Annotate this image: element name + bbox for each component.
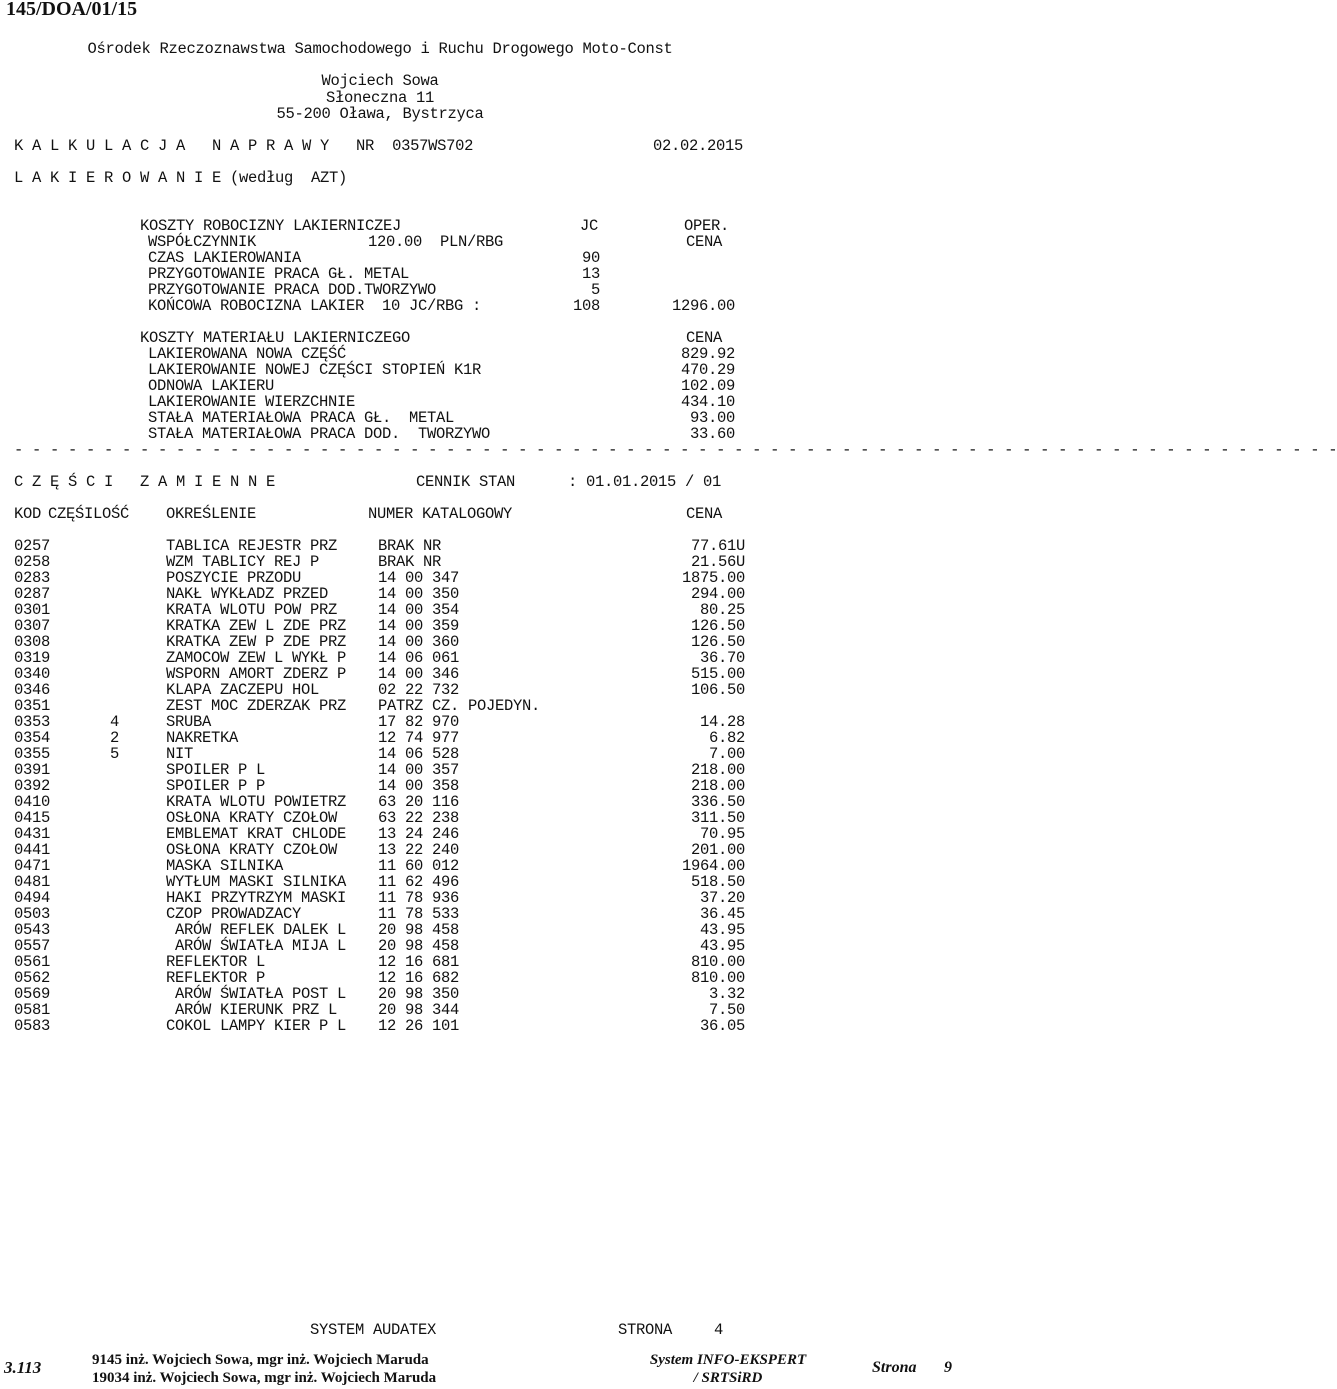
part-description: KRATKA ZEW P ZDE PRZ [166, 633, 347, 651]
footer-authors-line1: 9145 inż. Wojciech Sowa, mgr inż. Wojciech Maruda [92, 1352, 429, 1368]
part-catalog-number: 20 98 458 [378, 937, 460, 955]
part-description: NIT [166, 745, 194, 763]
part-catalog-number: 12 16 681 [378, 953, 460, 971]
part-quantity: 2 [110, 729, 120, 747]
part-code: 0431 [14, 825, 51, 843]
part-description: WZM TABLICY REJ P [166, 553, 320, 571]
col-kod: KOD [14, 505, 42, 523]
labor-row-jc: 90 [581, 249, 600, 267]
part-catalog-number: 14 00 359 [378, 617, 460, 635]
part-description: ARÓW REFLEK DALEK L [166, 921, 347, 939]
material-row-cena: 470.29 [680, 361, 735, 379]
footer-page-label: Strona [872, 1359, 917, 1376]
part-code: 0415 [14, 809, 51, 827]
part-code: 0351 [14, 697, 51, 715]
part-catalog-number: 14 00 358 [378, 777, 460, 795]
part-price: 36.45 [699, 905, 745, 923]
part-catalog-number: 14 00 354 [378, 601, 460, 619]
labor-row-label: CZAS LAKIEROWANIA [148, 249, 302, 267]
part-price: 515.00 [690, 665, 745, 683]
part-price: 77.61U [690, 537, 745, 555]
part-code: 0319 [14, 649, 51, 667]
part-code: 0287 [14, 585, 51, 603]
part-catalog-number: 11 62 496 [378, 873, 460, 891]
part-code: 0308 [14, 633, 51, 651]
part-code: 0503 [14, 905, 51, 923]
col-ilosc: CZĘŚILOŚĆ [48, 505, 130, 523]
material-header: KOSZTY MATERIAŁU LAKIERNICZEGO [140, 329, 411, 347]
part-price: 7.00 [708, 745, 745, 763]
part-price: 36.70 [699, 649, 745, 667]
part-catalog-number: PATRZ CZ. POJEDYN. [378, 697, 541, 715]
owner-name: Wojciech Sowa [321, 72, 439, 90]
part-catalog-number: 14 06 528 [378, 745, 460, 763]
part-quantity: 5 [110, 745, 120, 763]
part-code: 0392 [14, 777, 51, 795]
part-code: 0561 [14, 953, 51, 971]
part-price: 70.95 [699, 825, 745, 843]
part-description: SRUBA [166, 713, 212, 731]
part-description: EMBLEMAT KRAT CHLODE [166, 825, 347, 843]
part-code: 0353 [14, 713, 51, 731]
part-price: 126.50 [690, 617, 745, 635]
material-row-label: LAKIEROWANIE NOWEJ CZĘŚCI STOPIEŃ K1R [148, 361, 482, 379]
material-row-cena: 829.92 [680, 345, 735, 363]
part-code: 0346 [14, 681, 51, 699]
price-list-label: CENNIK STAN [416, 473, 516, 491]
part-code: 0301 [14, 601, 51, 619]
part-price: 218.00 [690, 777, 745, 795]
part-description: ARÓW ŚWIATŁA POST L [166, 985, 347, 1003]
part-price: 336.50 [690, 793, 745, 811]
footer-system-line2: / SRTSiRD [693, 1370, 763, 1386]
part-price: 126.50 [690, 633, 745, 651]
labor-total-jc: 108 [572, 297, 600, 315]
part-catalog-number: 14 00 346 [378, 665, 460, 683]
part-catalog-number: 17 82 970 [378, 713, 460, 731]
labor-header: KOSZTY ROBOCIZNY LAKIERNICZEJ [140, 217, 402, 235]
part-description: OSŁONA KRATY CZOŁOW [166, 841, 338, 859]
part-code: 0494 [14, 889, 51, 907]
part-code: 0391 [14, 761, 51, 779]
labor-total-cena: 1296.00 [671, 297, 735, 315]
part-catalog-number: 13 24 246 [378, 825, 460, 843]
part-code: 0258 [14, 553, 51, 571]
part-catalog-number: BRAK NR [378, 537, 442, 555]
part-catalog-number: 12 16 682 [378, 969, 460, 987]
document-id: 145/DOA/01/15 [6, 0, 138, 20]
part-price: 518.50 [690, 873, 745, 891]
part-description: ARÓW KIERUNK PRZ L [166, 1001, 338, 1019]
labor-total-label: KOŃCOWA ROBOCIZNA LAKIER 10 JC/RBG : [148, 297, 482, 315]
part-code: 0481 [14, 873, 51, 891]
part-price: 6.82 [708, 729, 745, 747]
part-catalog-number: BRAK NR [378, 553, 442, 571]
part-price: 37.20 [699, 889, 745, 907]
parts-title: C Z Ę Ś C I Z A M I E N N E [14, 473, 276, 491]
part-catalog-number: 13 22 240 [378, 841, 460, 859]
part-price: 106.50 [690, 681, 745, 699]
part-description: KRATKA ZEW L ZDE PRZ [166, 617, 347, 635]
part-code: 0283 [14, 569, 51, 587]
footer-system-line1: System INFO-EKSPERT [649, 1352, 807, 1368]
material-row-label: STAŁA MATERIAŁOWA PRACA DOD. TWORZYWO [148, 425, 491, 443]
labor-coefficient-value: 120.00 PLN/RBG [368, 233, 504, 251]
part-description: NAKŁ WYKŁADZ PRZED [166, 585, 329, 603]
calculation-title: K A L K U L A C J A N A P R A W Y NR 0357WS702 [14, 137, 474, 155]
material-row-label: ODNOWA LAKIERU [148, 377, 275, 395]
part-description: WYTŁUM MASKI SILNIKA [166, 873, 347, 891]
part-catalog-number: 20 98 350 [378, 985, 460, 1003]
labor-header-jc: JC [580, 217, 599, 235]
part-price: 7.50 [708, 1001, 745, 1019]
painting-title: L A K I E R O W A N I E (według AZT) [14, 169, 348, 187]
part-code: 0340 [14, 665, 51, 683]
material-row-cena: 102.09 [680, 377, 735, 395]
part-description: HAKI PRZYTRZYM MASKI [166, 889, 347, 907]
part-catalog-number: 12 26 101 [378, 1017, 460, 1035]
part-catalog-number: 14 00 347 [378, 569, 460, 587]
part-price: 21.56U [690, 553, 745, 571]
part-code: 0410 [14, 793, 51, 811]
part-code: 0307 [14, 617, 51, 635]
footer-version: 3.113 [4, 1358, 42, 1377]
part-code: 0354 [14, 729, 51, 747]
calculation-date: 02.02.2015 [652, 137, 743, 155]
part-catalog-number: 14 06 061 [378, 649, 460, 667]
part-price: 80.25 [699, 601, 745, 619]
footer-strona-label: STRONA [618, 1321, 673, 1339]
material-row-cena: 33.60 [689, 425, 735, 443]
part-description: MASKA SILNIKA [166, 857, 284, 875]
part-code: 0569 [14, 985, 51, 1003]
part-description: WSPORN AMORT ZDERZ P [166, 665, 347, 683]
part-catalog-number: 02 22 732 [378, 681, 460, 699]
part-price: 14.28 [699, 713, 745, 731]
labor-coefficient-label: WSPÓŁCZYNNIK [148, 233, 257, 251]
owner-city: 55-200 Oława, Bystrzyca [276, 105, 484, 123]
part-catalog-number: 63 22 238 [378, 809, 460, 827]
material-header-cena: CENA [686, 329, 723, 347]
part-description: REFLEKTOR P [166, 969, 266, 987]
part-price: 43.95 [699, 937, 745, 955]
part-catalog-number: 63 20 116 [378, 793, 460, 811]
footer-authors-line2: 19034 inż. Wojciech Sowa, mgr inż. Wojciech Maruda [92, 1370, 437, 1386]
footer-strona-number: 4 [714, 1321, 724, 1339]
col-cena: CENA [686, 505, 723, 523]
part-catalog-number: 20 98 344 [378, 1001, 460, 1019]
part-description: KRATA WLOTU POW PRZ [166, 601, 338, 619]
part-code: 0355 [14, 745, 51, 763]
material-row-label: LAKIEROWANA NOWA CZĘŚĆ [148, 345, 347, 363]
part-catalog-number: 11 78 533 [378, 905, 460, 923]
part-description: SPOILER P L [166, 761, 266, 779]
part-description: POSZYCIE PRZODU [166, 569, 302, 587]
part-price: 1875.00 [681, 569, 745, 587]
company-name: Ośrodek Rzeczoznawstwa Samochodowego i Ruchu Drogowego Moto-Const [87, 40, 673, 58]
part-code: 0581 [14, 1001, 51, 1019]
labor-header-oper: OPER. [684, 217, 730, 235]
material-row-cena: 434.10 [680, 393, 735, 411]
part-price: 43.95 [699, 921, 745, 939]
part-quantity: 4 [110, 713, 120, 731]
part-description: COKOL LAMPY KIER P L [166, 1017, 347, 1035]
material-row-label: LAKIEROWANIE WIERZCHNIE [148, 393, 356, 411]
part-price: 294.00 [690, 585, 745, 603]
part-description: TABLICA REJESTR PRZ [166, 537, 338, 555]
part-catalog-number: 14 00 350 [378, 585, 460, 603]
part-code: 0441 [14, 841, 51, 859]
labor-row-jc: 13 [581, 265, 600, 283]
part-catalog-number: 14 00 357 [378, 761, 460, 779]
part-price: 1964.00 [681, 857, 745, 875]
part-description: KLAPA ZACZEPU HOL [166, 681, 320, 699]
part-code: 0583 [14, 1017, 51, 1035]
part-description: KRATA WLOTU POWIETRZ [166, 793, 347, 811]
part-price: 3.32 [708, 985, 745, 1003]
part-catalog-number: 14 00 360 [378, 633, 460, 651]
part-price: 201.00 [690, 841, 745, 859]
footer-system: SYSTEM AUDATEX [310, 1321, 437, 1339]
part-code: 0257 [14, 537, 51, 555]
dashed-divider: - - - - - - - - - - - - - - - - - - - - - - - - - - - - - - - - - - - - - - - - - - - - - - - - - - - - - - - - - - - - - - - - - - - - - - - - - - [14, 441, 1337, 459]
part-price: 218.00 [690, 761, 745, 779]
labor-row-jc: 5 [590, 281, 600, 299]
labor-row-label: PRZYGOTOWANIE PRACA GŁ. METAL [148, 265, 410, 283]
part-description: OSŁONA KRATY CZOŁOW [166, 809, 338, 827]
part-catalog-number: 11 60 012 [378, 857, 460, 875]
part-description: REFLEKTOR L [166, 953, 266, 971]
material-row-cena: 93.00 [689, 409, 735, 427]
labor-header-cena: CENA [686, 233, 723, 251]
material-row-label: STAŁA MATERIAŁOWA PRACA GŁ. METAL [148, 409, 455, 427]
part-code: 0543 [14, 921, 51, 939]
part-catalog-number: 12 74 977 [378, 729, 460, 747]
part-description: ARÓW ŚWIATŁA MIJA L [166, 937, 347, 955]
col-okreslenie: OKREŚLENIE [166, 505, 257, 523]
footer-page-number: 9 [944, 1359, 952, 1376]
price-list-value: : 01.01.2015 / 01 [568, 473, 722, 491]
part-code: 0562 [14, 969, 51, 987]
labor-row-label: PRZYGOTOWANIE PRACA DOD.TWORZYWO [148, 281, 437, 299]
col-numer-katalogowy: NUMER KATALOGOWY [368, 505, 513, 523]
part-description: ZAMOCOW ZEW L WYKŁ P [166, 649, 347, 667]
part-price: 311.50 [690, 809, 745, 827]
part-catalog-number: 11 78 936 [378, 889, 460, 907]
part-price: 36.05 [699, 1017, 745, 1035]
part-catalog-number: 20 98 458 [378, 921, 460, 939]
part-price: 810.00 [690, 953, 745, 971]
part-description: SPOILER P P [166, 777, 266, 795]
part-description: CZOP PROWADZACY [166, 905, 302, 923]
part-code: 0471 [14, 857, 51, 875]
owner-street: Słoneczna 11 [325, 89, 435, 107]
part-description: NAKRETKA [166, 729, 239, 747]
part-price: 810.00 [690, 969, 745, 987]
part-code: 0557 [14, 937, 51, 955]
part-description: ZEST MOC ZDERZAK PRZ [166, 697, 347, 715]
